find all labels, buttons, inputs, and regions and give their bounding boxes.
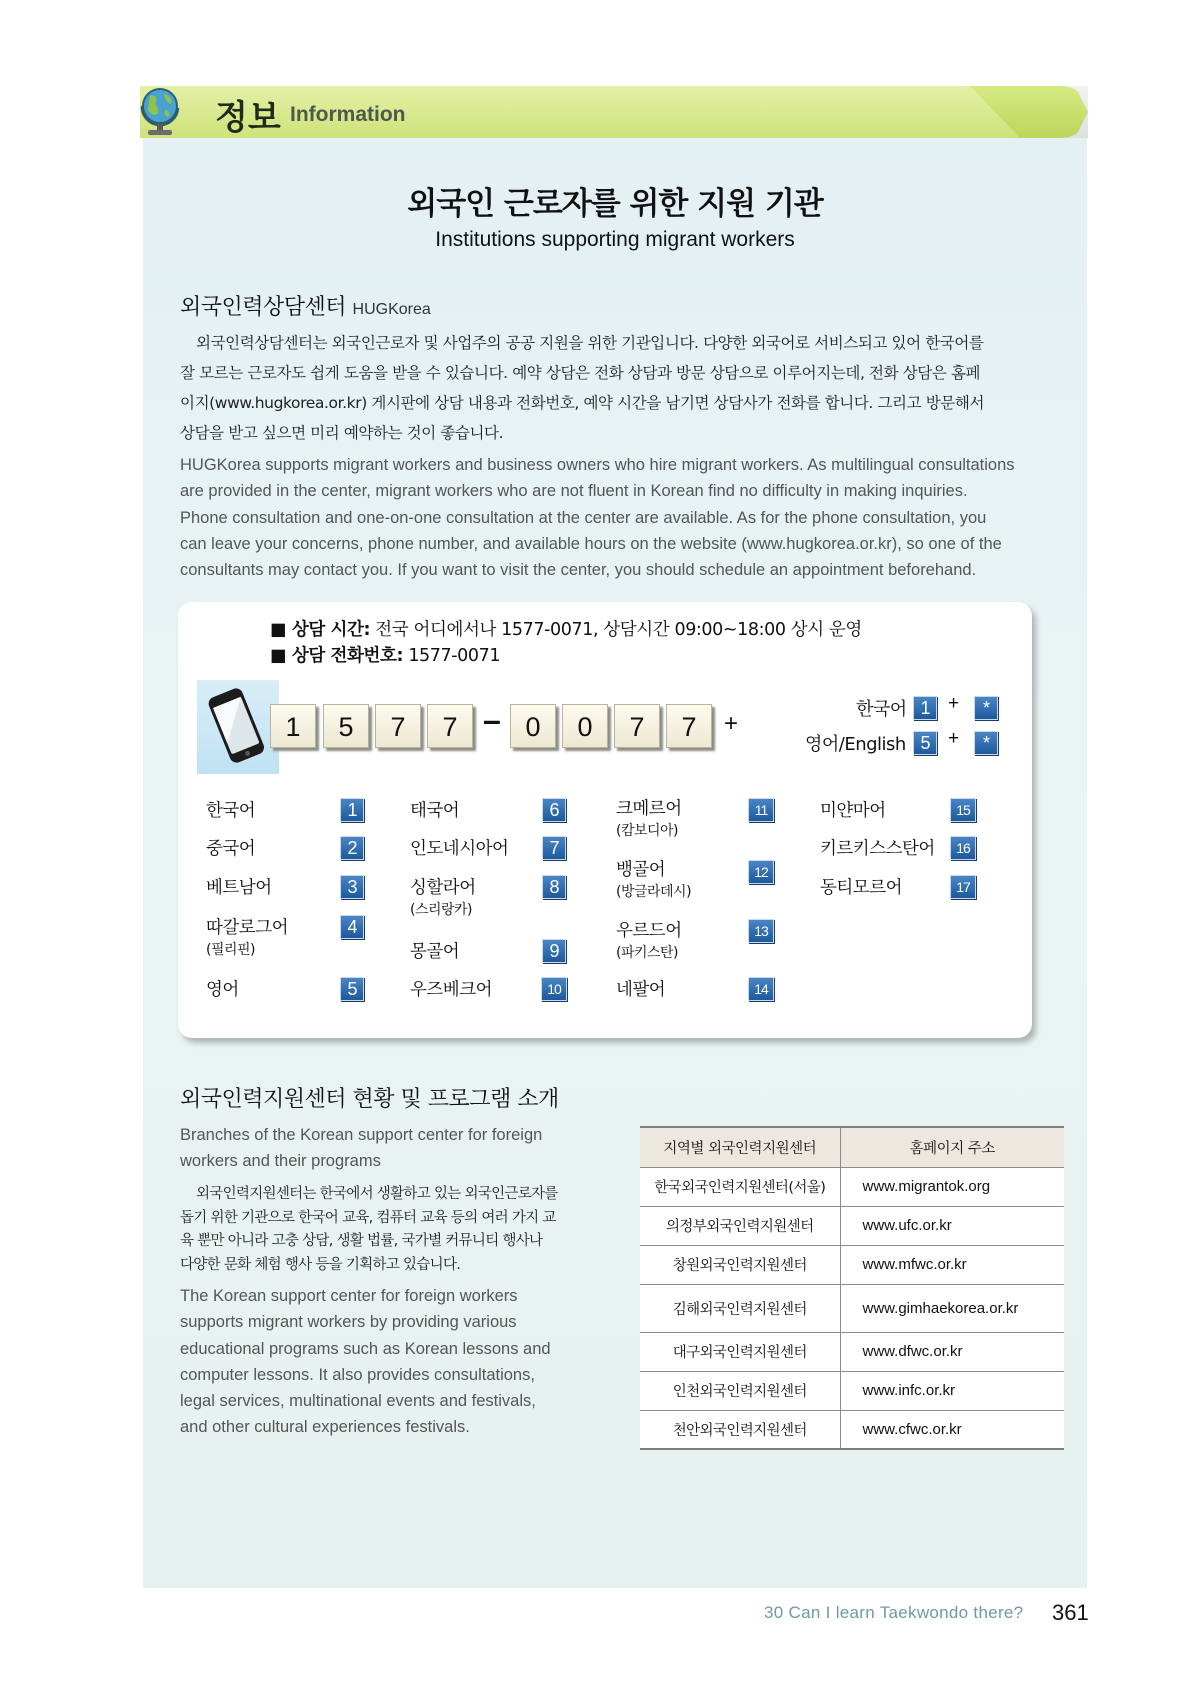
option-korean-label: 한국어 [856,699,907,720]
para-line: computer lessons. It also provides consultations, [180,1365,535,1384]
para-line: 외국인력상담센터는 외국인근로자 및 사업주의 공공 지원을 위한 기관입니다. 다양한 외국어로 서비스되고 있어 한국어를 [196,334,984,352]
table-row [640,1167,1064,1206]
table-row [640,1332,1064,1371]
language-number: 6 [542,798,566,822]
smartphone-icon [197,680,279,774]
header-title-ko: 정보 [215,98,281,138]
hugkorea-paragraph-ko [180,328,1066,448]
language-number: 5 [340,977,364,1001]
consultation-callbox [178,602,1032,1038]
page-number: 361 [1052,1600,1089,1625]
table-cell-center: 창원외국인력지원센터 [640,1245,840,1284]
table-row [640,1410,1064,1449]
table-header-center: 지역별 외국인력지원센터 [640,1127,840,1167]
dial-plus: + [724,710,739,737]
para-line: educational programs such as Korean lessons and [180,1339,551,1358]
language-number: 1 [340,798,364,822]
dial-key: 0 [510,704,556,748]
option-plus: + [948,728,960,749]
language-name: 한국어 [206,801,256,821]
consultation-hours-label: ■ 상담 시간: [270,620,371,640]
language-name: 태국어 [410,801,460,821]
language-number: 10 [541,977,567,1001]
table-cell-center: 인천외국인력지원센터 [640,1371,840,1410]
table-header-row [640,1127,1064,1167]
para-line: Phone consultation and one-on-one consultation at the center are available. As for the phone consultation, you [180,508,987,527]
para-line: and other cultural experiences festivals. [180,1418,470,1437]
language-name: 동티모르어 [820,878,903,898]
para-line: are provided in the center, migrant workers who are not fluent in Korean find no difficulty in making inquiries. [180,482,968,501]
language-name: 크메르어 [616,799,682,819]
language-number: 13 [748,919,774,943]
dial-key: 1 [270,704,316,748]
language-name: 영어 [206,980,239,1000]
hugkorea-paragraph-en [180,452,1066,583]
para-line: 육 뿐만 아니라 고충 상담, 생활 법률, 국가별 커뮤니티 행사나 [180,1233,543,1249]
language-name: 인도네시아어 [410,839,509,859]
section-support-center-title: 외국인력지원센터 현황 및 프로그램 소개 [180,1087,559,1112]
dial-key: 0 [562,704,608,748]
consultation-hours [270,616,862,641]
globe-icon [138,86,180,138]
table-row [640,1245,1064,1284]
page-title: 외국인 근로자를 위한 지원 기관 [407,186,823,222]
table-header-url: 홈페이지 주소 [840,1127,1064,1167]
support-center-paragraph-en [180,1283,620,1441]
para-line: supports migrant workers by providing various [180,1313,517,1332]
option-korean-star: * [974,696,998,720]
para-line: 이지(www.hugkorea.or.kr) 게시판에 상담 내용과 전화번호, 예약 시간을 남기면 상담사가 전화를 합니다. 그리고 방문해서 [180,394,985,412]
language-country: (방글라데시) [616,884,692,900]
language-name: 뱅골어 [616,860,666,880]
language-name: 네팔어 [616,980,666,1000]
consultation-phone [270,642,500,667]
consultation-phone-label: ■ 상담 전화번호: [270,646,404,666]
language-country: (파키스탄) [616,945,679,961]
dial-key: 7 [666,704,712,748]
para-line: Branches of the Korean support center for foreign [180,1126,543,1144]
section-hugkorea-title-en: HUGKorea [352,301,431,318]
para-line: 다양한 문화 체험 행사 등을 기획하고 있습니다. [180,1256,461,1273]
language-country: (스리랑카) [410,902,473,918]
language-country: (필리핀) [206,942,255,958]
table-cell-url: www.cfwc.or.kr [840,1410,1064,1449]
consultation-phone-value: 1577-0071 [403,646,501,666]
language-number: 3 [340,875,364,899]
dial-key: 5 [323,704,369,748]
para-line: workers and their programs [180,1152,381,1171]
language-name: 베트남어 [206,878,272,898]
page-subtitle: Institutions supporting migrant workers [435,228,795,251]
language-number: 11 [748,798,774,822]
para-line: legal services, multinational events and festivals, [180,1392,536,1411]
dial-key: 7 [614,704,660,748]
option-english-star: * [974,731,998,755]
language-number: 8 [542,875,566,899]
language-name: 따갈로그어 [206,918,289,938]
table-cell-url: www.migrantok.org [840,1167,1064,1206]
table-cell-center: 의정부외국인력지원센터 [640,1206,840,1245]
language-name: 우즈베크어 [410,980,493,1000]
para-line: The Korean support center for foreign workers [180,1287,518,1305]
table-cell-url: www.gimhaekorea.or.kr [840,1284,1064,1332]
para-line: 잘 모르는 근로자도 쉽게 도움을 받을 수 있습니다. 예약 상담은 전화 상담과 방문 상담으로 이루어지는데, 전화 상담은 홈페 [180,364,981,382]
section-hugkorea-title [180,290,431,321]
option-korean-number: 1 [913,696,937,720]
language-name: 우르드어 [616,921,682,941]
table-row [640,1371,1064,1410]
table-row [640,1284,1064,1332]
language-number: 15 [950,798,976,822]
language-country: (캄보디아) [616,823,679,839]
para-line: 상담을 받고 싶으면 미리 예약하는 것이 좋습니다. [180,424,504,442]
table-cell-center: 한국외국인력지원센터(서울) [640,1167,840,1206]
table-cell-center: 대구외국인력지원센터 [640,1332,840,1371]
table-cell-url: www.ufc.or.kr [840,1206,1064,1245]
section-hugkorea-title-ko: 외국인력상담센터 [180,295,347,320]
chapter-footer: 30 Can I learn Taekwondo there? [764,1603,1024,1622]
language-name: 싱할라어 [410,878,476,898]
language-number: 12 [748,860,774,884]
language-number: 2 [340,836,364,860]
consultation-hours-value: 전국 어디에서나 1577-0071, 상담시간 09:00~18:00 상시 운영 [370,620,862,640]
language-number: 14 [748,977,774,1001]
language-number: 16 [950,836,976,860]
support-center-paragraph-ko [180,1183,610,1277]
dial-dash: – [483,702,501,738]
option-plus: + [948,693,960,714]
para-line: HUGKorea supports migrant workers and business owners who hire migrant workers. As multilingual consultations [180,456,1015,474]
language-name: 미얀마어 [820,801,886,821]
table-cell-url: www.infc.or.kr [840,1371,1064,1410]
para-line: consultants may contact you. If you want to visit the center, you should schedule an appointment beforehand. [180,561,977,580]
language-number: 4 [340,915,364,939]
para-line: 돕기 위한 기관으로 한국어 교육, 컴퓨터 교육 등의 여러 가지 교 [180,1209,556,1226]
language-number: 9 [542,939,566,963]
language-name: 중국어 [206,839,256,859]
table-cell-center: 김해외국인력지원센터 [640,1284,840,1332]
table-cell-url: www.mfwc.or.kr [840,1245,1064,1284]
dial-key: 7 [375,704,421,748]
language-name: 키르키스스탄어 [820,839,935,859]
table-cell-center: 천안외국인력지원센터 [640,1410,840,1449]
para-line: 외국인력지원센터는 한국에서 생활하고 있는 외국인근로자를 [196,1186,558,1202]
info-header-band [140,86,1088,138]
table-row [640,1206,1064,1245]
para-line: can leave your concerns, phone number, and available hours on the website (www.hugkorea.or.kr), so one of the [180,534,1002,553]
support-centers-table [640,1126,1064,1450]
option-english-label: 영어/English [805,734,906,755]
support-center-subtitle [180,1122,620,1175]
language-number: 7 [542,836,566,860]
header-title-en: Information [290,103,406,126]
language-number: 17 [950,875,976,899]
option-english-number: 5 [913,731,937,755]
table-cell-url: www.dfwc.or.kr [840,1332,1064,1371]
dial-key: 7 [427,704,473,748]
language-name: 몽골어 [410,942,460,962]
